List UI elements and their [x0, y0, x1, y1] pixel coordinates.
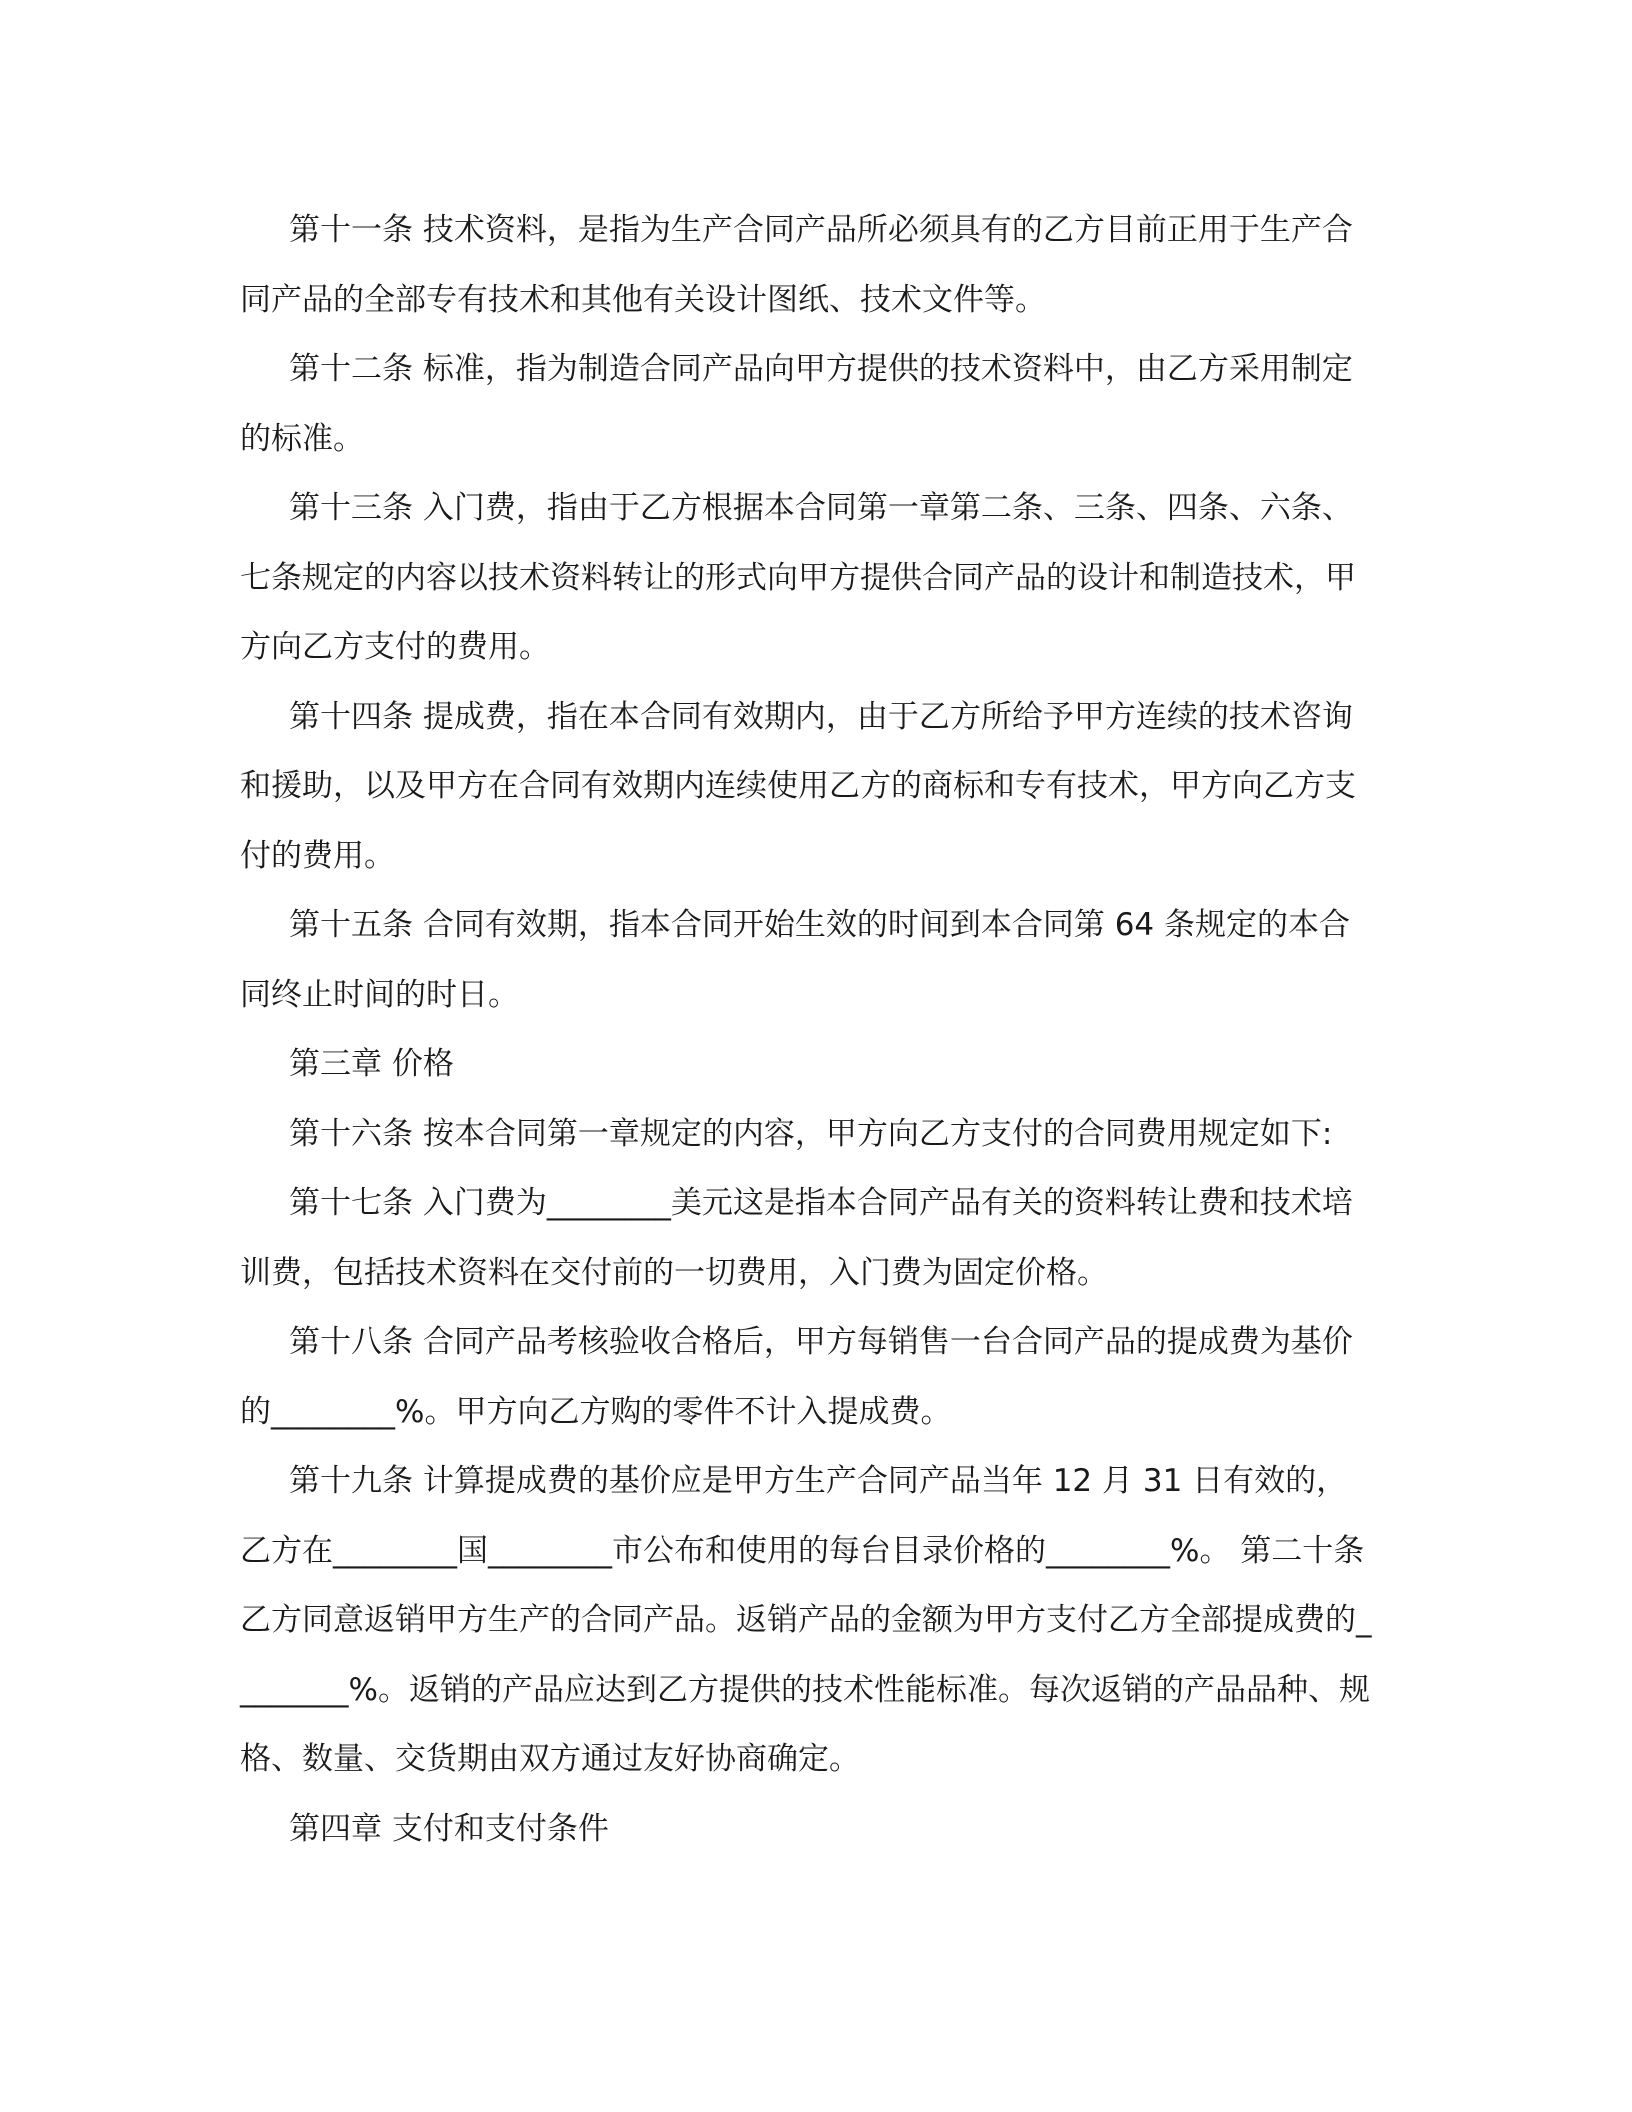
article-13: 第十三条 入门费，指由于乙方根据本合同第一章第二条、三条、四条、六条、七条规定的内容以技术资料转让的形式向甲方提供合同产品的设计和制造技术，甲方向乙方支付的费用。 [240, 490, 1356, 665]
article-11: 第十一条 技术资料，是指为生产合同产品所必须具有的乙方目前正用于生产合同产品的全部专有技术和其他有关设计图纸、技术文件等。 [240, 212, 1353, 318]
article-15: 第十五条 合同有效期，指本合同开始生效的时间到本合同第 64 条规定的本合同终止时间的时日。 [240, 907, 1351, 1013]
document-body [240, 196, 1376, 1864]
article-12: 第十二条 标准，指为制造合同产品向甲方提供的技术资料中，由乙方采用制定的标准。 [240, 351, 1353, 457]
chapter-3-heading: 第三章 价格 [289, 1046, 454, 1082]
article-18: 第十八条 合同产品考核验收合格后，甲方每销售一台合同产品的提成费为基价的________%。甲方向乙方购的零件不计入提成费。 [240, 1324, 1353, 1430]
chapter-4-heading: 第四章 支付和支付条件 [289, 1810, 609, 1847]
article-16: 第十六条 按本合同第一章规定的内容，甲方向乙方支付的合同费用规定如下: [289, 1115, 1333, 1152]
article-14: 第十四条 提成费，指在本合同有效期内，由于乙方所给予甲方连续的技术咨询和援助，以及甲方在合同有效期内连续使用乙方的商标和专有技术，甲方向乙方支付的费用。 [240, 698, 1356, 874]
article-19-20: 第十九条 计算提成费的基价应是甲方生产合同产品当年 12 月 31 日有效的，乙方在________国________市公布和使用的每台目录价格的________%。 第二十条 乙方同意返销甲方生产的合同产品。返销产品的金额为甲方支付乙方全部提成费的________%。返销的产品应达到乙方提供的技术性能标准。每次返销的产品品种、规格、数量、交货期由双方通过友好协商确定。 [240, 1463, 1372, 1777]
article-17: 第十七条 入门费为________美元这是指本合同产品有关的资料转让费和技术培训费，包括技术资料在交付前的一切费用，入门费为固定价格。 [240, 1185, 1353, 1291]
